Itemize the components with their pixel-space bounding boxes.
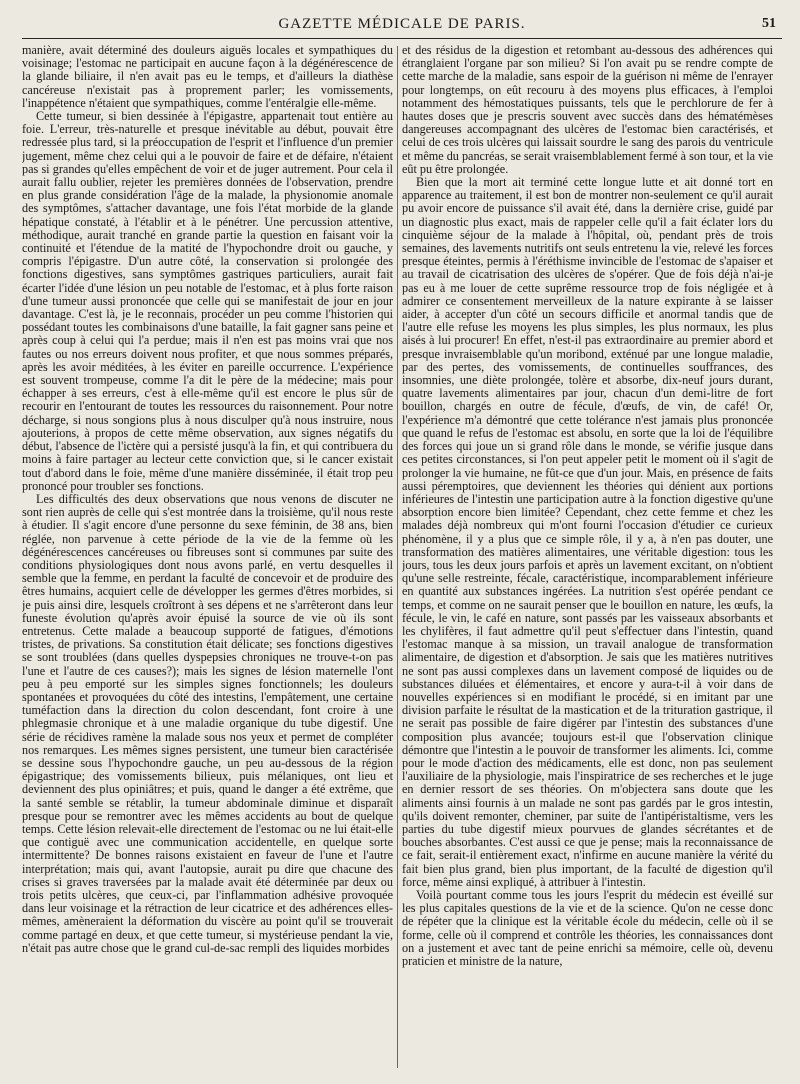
paragraph: et des résidus de la digestion et retombant au-dessous des adhérences qui étranglaient l'organe par son milieu? Si l'on avait pu se rendre compte de cette marche de la maladie, sans espoir de la guérison ni même de l'enrayer pour longtemps, on eût recouru à des moyens plus efficaces, à l'emploi notamment des hémostatiques puissants, tels que le perchlorure de fer à hautes doses que je prescris souvent avec succès dans des hématémèses dangereuses accompagnant des ulcères de l'estomac bien caractérisés, et celui de ces trois ulcères qui laissait sourdre le sang des parois du ventricule et même du pancréas, se serait vraisemblablement fermé à son tour, et la vie eût pu être prolongée. (402, 44, 773, 176)
paragraph: Voilà pourtant comme tous les jours l'esprit du médecin est éveillé sur les plus capitales questions de la vie et de la science. Qu'on ne cesse donc de répéter que la clinique est la véritable école du médecin, celle où il se forme, celle où il comprend et contrôle les théories, les connaissances dont on a justement et avec tant de peine enrichi sa mémoire, celle où, devenu praticien et ministre de la nature, (402, 888, 773, 969)
page-header (22, 14, 782, 39)
paragraph: Cette tumeur, si bien dessinée à l'épigastre, appartenait tout entière au foie. L'erreur, très-naturelle et presque inévitable au début, pouvait être redressée plus tard, si la préoccupation de l'esprit et l'influence d'un premier jugement, même chez celui qui a le pouvoir de faire et de défaire, n'étaient pas si grandes qu'elles empêchent de voir et de juger autrement. Pour cela il aurait fallu oublier, rejeter les premières données de l'observation, prendre en plus grande considération l'âge de la malade, la physionomie anomale des symptômes, s'attacher davantage, une fois l'état morbide de la glande hépatique constaté, à l'établir et à le pénétrer. Une percussion attentive, méthodique, aurait tranché en grande partie la question en faisant voir la continuité et l'étendue de la matité de l'hypochondre droit ou gauche, y compris l'épigastre. D'un autre côté, la conservation si prolongée des fonctions digestives, sans symptômes gastriques particuliers, aurait fait écarter l'idée d'une lésion un peu notable de l'estomac, et à plus forte raison d'une tumeur aussi prononcée que celle qui se manifestait de jour en jour davantage. C'est là, je le reconnais, procéder un peu comme l'historien qui possédant toutes les combinaisons d'une bataille, la fait gagner sans peine et après coup à celui qui l'a perdue; mais il n'en est pas moins vrai que nos fautes ou nos erreurs doivent nous profiter, et que nous sommes préparés, après les avoir méditées, à les éviter en pareille occurrence. L'expérience est souvent trompeuse, comme l'a dit le père de la médecine; mais pour échapper à ses erreurs, c'est à elle-même qu'il est encore le plus sûr de recourir en l'entourant de toutes les ressources du raisonnement. Pour notre décharge, si nous songions plus à nous disculper qu'à nous instruire, nous ajouterions, à propos de cette même observation, aux signes négatifs du début, l'absence de l'ictère qui a persisté jusqu'à la fin, et qui contribuera du moins à faire partager au lecteur cette conviction que, si le cancer existait tout d'abord dans le foie, même d'une manière disséminée, il était trop peu prononcé pour troubler ses fonctions. (22, 109, 393, 493)
paragraph: Les difficultés des deux observations que nous venons de discuter ne sont rien auprès de celle qui s'est montrée dans la troisième, qu'il nous reste à étudier. Il s'agit encore d'une personne du sexe féminin, de 38 ans, bien réglée, non parvenue à cette période de la vie de la femme où les dégénérescences cancéreuses ou fibreuses sont si communes par suite des conditions physiologiques dont nous avons parlé, en vertu desquelles il semble que la femme, en perdant la faculté de concevoir et de produire des êtres humains, acquiert celle de développer les germes d'êtres morbides, si je puis ainsi dire, lesquels croîtront à ses dépens et ne s'arrêteront dans leur funeste évolution qu'après avoir épuisé la source de vie où ils sont entretenus. Cette malade a beaucoup supporté de fatigues, d'émotions tristes, de privations. Sa constitution était délicate; ses fonctions digestives se sont troublées (dans quelles dyspepsies chroniques ne trouve-t-on pas l'une et l'autre de ces causes?); mais les signes de lésion maternelle l'ont peu à peu emporté sur les simples signes fonctionnels; les douleurs spontanées et provoquées du côté des intestins, l'empâtement, une certaine tuméfaction dans la direction du colon descendant, font croire à une phlegmasie chronique et à une maladie organique du tube digestif. Une série de récidives ramène la malade sous nos yeux et permet de compléter nos remarques. Les mêmes signes persistent, une tumeur bien caractérisée se dessine sous l'hypochondre gauche, un peu au-dessous de la région épigastrique; des vomissements bilieux, puis mélaniques, ont lieu et deviennent des plus opiniâtres; et puis, quand le danger a été extrême, que la santé semble se rétablir, la tumeur abdominale diminue et disparaît presque pour se remontrer avec les mêmes accidents au bout de quelque temps. Cette lésion relevait-elle directement de l'estomac ou ne lui était-elle que contiguë avec une communication accidentelle, en quelque sorte intermittente? De bonnes raisons existaient en faveur de l'une et l'autre interprétation; mais qui, avant l'autopsie, aurait pu dire que chacune des crises si graves traversées par la malade avait été déterminée par deux ou trois petits ulcères, que ceux-ci, par l'inflammation adhésive provoquée dans leur voisinage et la rétraction de leur cicatrice et des adhérences elles-mêmes, amèneraient la déformation du viscère au point qu'il se trouverait comme partagé en deux, et que cette tumeur, si mystérieuse pendant la vie, n'était pas autre chose que le grand cul-de-sac rempli des liquides morbides (22, 491, 393, 955)
right-column (402, 44, 773, 1069)
paragraph: manière, avait déterminé des douleurs aiguës locales et sympathiques du voisinage; l'estomac ne participait en aucune façon à la dégénérescence de la glande biliaire, il n'en avait pas eu le temps, et d'ailleurs la diathèse cancéreuse n'existait pas à proprement parler; les vomissements, l'inappétence n'étaient que sympathiques, comme l'entéralgie elle-même. (22, 44, 393, 110)
left-column (22, 44, 393, 1069)
page-number: 51 (762, 16, 776, 31)
column-divider (397, 46, 398, 1068)
paragraph: Bien que la mort ait terminé cette longue lutte et ait donné tort en apparence au traitement, il est bon de montrer non-seulement ce qu'il aurait pu avoir encore de puissance s'il avait été, dans la dernière crise, guidé par un diagnostic plus exact, mais de rappeler celle qu'il a fait éclater lors du cinquième séjour de la malade à l'hôpital, où, pendant près de trois semaines, des lavements nutritifs ont seuls entretenu la vie, relevé les forces presque éteintes, permis à l'éréthisme invincible de l'estomac de s'apaiser et au travail de cicatrisation des ulcères de s'opérer. Que de fois déjà n'ai-je pas eu à me louer de cette suprême ressource trop de fois négligée et à admirer ce consentement merveilleux de la nature expirante à se laisser aider, à accepter d'un côté un secours difficile et anormal tandis que de l'autre elle refuse les moyens les plus simples, les plus normaux, les plus aisés à lui procurer! En effet, n'est-il pas extraordinaire au premier abord et presque invraisemblable qu'un moribond, exténué par une longue maladie, par des pertes, des vomissements, de continuelles souffrances, des insomnies, une diète prolongée, tolère et absorbe, dix-neuf jours durant, quatre lavements alimentaires par jour, chacun d'un demi-litre de fort bouillon, chargés en outre de fécule, d'œufs, de vin, de café! Or, l'expérience m'a démontré que cette tolérance n'est jamais plus prononcée que quand le refus de l'estomac est absolu, en sorte que la loi de l'équilibre des forces qui joue un si grand rôle dans le monde, se vérifie jusque dans ces petites circonstances, si l'on peut appeler petit le moment où il s'agit de prolonger la vie humaine, ne fût-ce que d'un jour. Mais, en présence de faits aussi péremptoires, que deviennent les théories qui dénient aux portions inférieures de l'intestin une participation autre à la fonction digestive qu'une absorption encore bien limitée? Cependant, chez cette femme et chez les malades déjà nombreux qui m'ont fourni l'occasion d'étudier ce curieux phénomène, il y a plus que ce simple rôle, il y a, à n'en pas douter, une transformation des matières alimentaires, une véritable digestion: tous les jours, tous les deux jours parfois et après un lavement excitant, on n'obtient qu'une selle restreinte, fécale, caractéristique, incomparablement inférieure en quantité aux substances ingérées. La nutrition s'est opérée pendant ce temps, et comme on ne saurait penser que le bouillon en nature, les œufs, la fécule, le vin, le café en nature, sont passés par les vaisseaux absorbants et les chylifères, il faut admettre qu'il peut s'effectuer dans l'intestin, quand l'estomac manque à sa mission, un travail analogue de transformation alimentaire, de digestion et d'absorption. Je sais que les matières nutritives ne sont pas aussi complexes dans un lavement composé de liquides ou de substances diluées et élémentaires, et encore y aura-t-il à voir dans de nouvelles expériences si en modifiant le procédé, si en imitant par une division parfaite le résultat de la mastication et de la trituration gastrique, il ne serait pas possible de faire digérer par l'intestin des substances d'une composition plus avancée; toujours est-il que l'observation clinique démontre que l'intestin a le pouvoir de transformer les aliments. Ici, comme pour le mode d'action des médicaments, elle est donc, non pas seulement l'auxiliaire de la physiologie, mais l'inspiratrice de ses recherches et le juge en dernier ressort de ses théories. On m'objectera sans doute que les aliments ainsi fournis à un malade ne sont pas gardés par le gros intestin, qu'ils doivent remonter, cheminer, par suite de l'antipéristaltisme, vers les parties du tube digestif mieux pourvues de glandes sécrétantes et de bouches absorbantes. C'est aussi ce que je pense; mais la reconnaissance de ce fait, serait-il entièrement exact, n'infirme en aucune manière la vérité du fait bien plus grand, bien plus important, de la faculté de digestion qu'il force, même ainsi expliqué, à attribuer à l'intestin. (402, 175, 773, 889)
journal-title: GAZETTE MÉDICALE DE PARIS. (278, 16, 526, 32)
